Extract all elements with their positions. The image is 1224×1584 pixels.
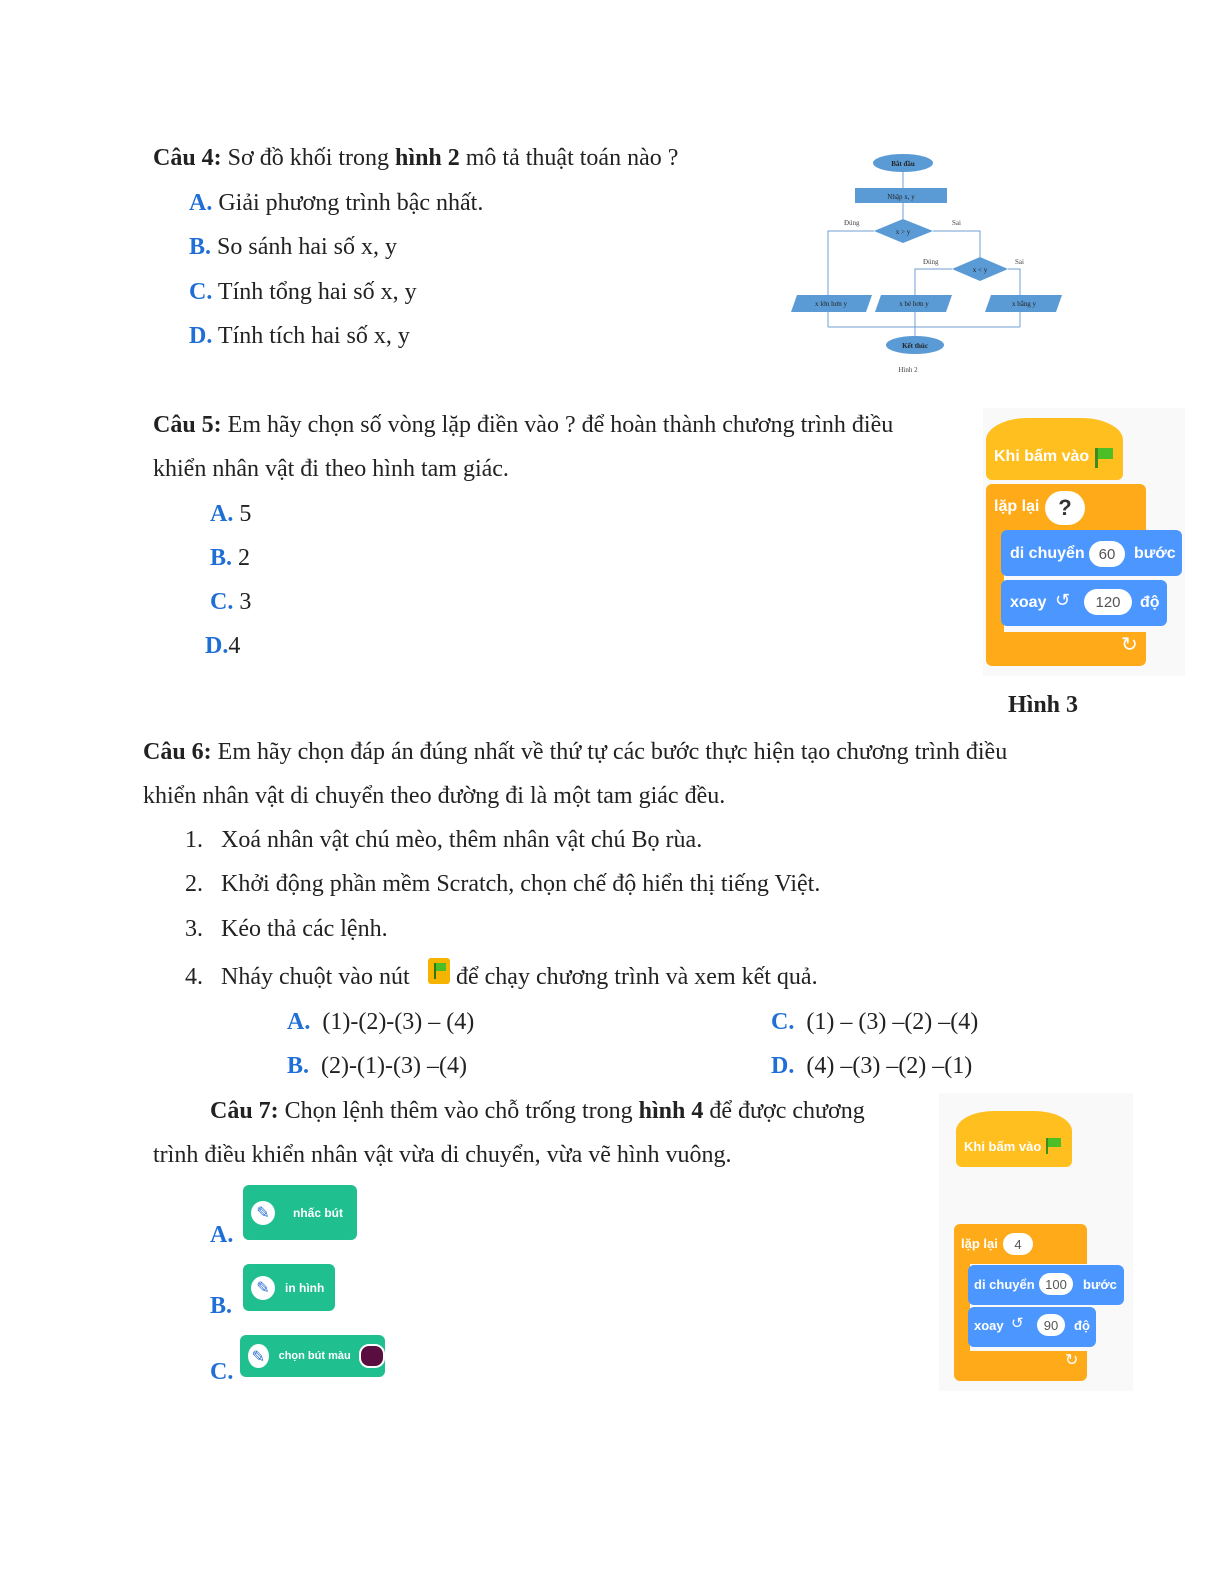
- option-text: Tính tổng hai số x, y: [217, 279, 417, 305]
- option-letter: C.: [210, 1359, 234, 1385]
- q6-line1: Em hãy chọn đáp án đúng nhất về thứ tự các bước thực hiện tạo chương trình điều: [211, 739, 1008, 765]
- q5-question-line1: [153, 410, 893, 440]
- flow-output1-label: x lớn hơn y: [814, 300, 848, 308]
- loop-arrow-icon: ↻: [1065, 1350, 1079, 1369]
- option-text: 2: [232, 545, 251, 571]
- q4-option-a[interactable]: [189, 188, 483, 218]
- q5-label: Câu 5:: [153, 412, 222, 438]
- option-text: Tính tích hai số x, y: [217, 323, 410, 349]
- q6-option-a[interactable]: [287, 1007, 474, 1037]
- move-block-label: di chuyển: [974, 1277, 1035, 1292]
- step-text-a: Nháy chuột vào nút: [221, 964, 410, 990]
- pen-icon: ✎: [251, 1201, 275, 1225]
- figure-2-caption: Hình 2: [898, 366, 918, 374]
- q4-text-bold: hình 2: [395, 145, 460, 171]
- option-letter: C.: [771, 1009, 795, 1035]
- option-letter: B.: [210, 545, 233, 571]
- q6-label: Câu 6:: [143, 739, 212, 765]
- pen-up-block-label: nhấc bút: [293, 1205, 343, 1220]
- q5-option-b[interactable]: [210, 543, 250, 573]
- step-text: Khởi động phần mềm Scratch, chọn chế độ hiển thị tiếng Việt.: [221, 871, 821, 897]
- q5-question-line2: khiển nhân vật đi theo hình tam giác.: [153, 456, 509, 482]
- q7-text-bold: hình 4: [638, 1098, 704, 1124]
- step-number: 2.: [185, 871, 203, 897]
- repeat-count-input[interactable]: ?: [1045, 491, 1085, 525]
- step-number: 4.: [185, 964, 203, 990]
- q6-step-3: [185, 914, 388, 944]
- option-letter: B.: [210, 1293, 233, 1319]
- loop-arrow-icon: ↻: [1121, 632, 1138, 656]
- repeat-block-label: lặp lại: [994, 498, 1040, 515]
- option-letter: C.: [189, 279, 213, 305]
- pen-up-block[interactable]: [243, 1185, 357, 1240]
- q6-option-c[interactable]: [771, 1007, 978, 1037]
- flow-output3-label: x bằng y: [1011, 300, 1037, 308]
- turn-degrees-input[interactable]: 120: [1084, 589, 1132, 615]
- repeat-block-label: lặp lại: [961, 1236, 998, 1251]
- q7-question-line1: [210, 1096, 865, 1126]
- step-number: 1.: [185, 827, 203, 853]
- flow-input-label: Nhập x, y: [887, 193, 915, 201]
- pen-icon: ✎: [251, 1276, 275, 1300]
- q6-question-line1: [143, 737, 1007, 767]
- flowchart-figure-2: [780, 145, 1080, 380]
- q7-option-c-letter[interactable]: [210, 1357, 233, 1387]
- flow-cond1-false: Sai: [952, 219, 961, 227]
- q7-text-b: để được chương: [703, 1098, 865, 1124]
- flow-output2-label: x bé hơn y: [899, 300, 929, 308]
- q6-step-4-rest: để chạy chương trình và xem kết quả.: [456, 964, 818, 990]
- flow-end-label: Kết thúc: [902, 342, 928, 350]
- option-letter: D.: [771, 1053, 795, 1079]
- pen-icon: ✎: [248, 1344, 269, 1368]
- q6-question-line2: khiển nhân vật di chuyển theo đường đi là một tam giác đều.: [143, 783, 726, 809]
- step-text: Kéo thả các lệnh.: [221, 916, 388, 942]
- option-text: 4: [228, 633, 241, 659]
- turn-unit-label: độ: [1140, 594, 1160, 611]
- option-letter: B.: [287, 1053, 310, 1079]
- option-letter: B.: [189, 234, 212, 260]
- move-unit-label: bước: [1134, 545, 1176, 562]
- option-letter: D.: [189, 323, 213, 349]
- q6-option-d[interactable]: [771, 1051, 972, 1081]
- option-text: Giải phương trình bậc nhất.: [218, 190, 484, 216]
- option-text: So sánh hai số x, y: [217, 234, 398, 260]
- green-flag-button-icon: [428, 958, 450, 984]
- q4-text-b: mô tả thuật toán nào ?: [459, 145, 679, 171]
- option-letter: A.: [210, 1222, 234, 1248]
- set-pen-color-block-label: chọn bút màu: [278, 1350, 351, 1362]
- option-text: (4) –(3) –(2) –(1): [806, 1053, 973, 1079]
- option-letter: C.: [210, 589, 234, 615]
- stamp-block-label: in hình: [285, 1280, 325, 1295]
- option-text: (1) – (3) –(2) –(4): [806, 1009, 979, 1035]
- flow-cond2-true: Đúng: [923, 258, 939, 266]
- option-letter: D.: [205, 633, 229, 659]
- option-letter: A.: [287, 1009, 311, 1035]
- q4-option-d[interactable]: [189, 321, 410, 351]
- option-letter: A.: [189, 190, 213, 216]
- flow-cond1-label: x > y: [895, 228, 911, 236]
- q7-question-line2: trình điều khiển nhân vật vừa di chuyển, vừa vẽ hình vuông.: [153, 1142, 732, 1168]
- option-text: 5: [233, 501, 252, 527]
- step-text: Xoá nhân vật chú mèo, thêm nhân vật chú Bọ rùa.: [221, 827, 703, 853]
- flow-start-label: Bắt đầu: [891, 160, 915, 168]
- move-block-label: di chuyển: [1010, 545, 1085, 562]
- q7-option-a-letter[interactable]: [210, 1220, 233, 1250]
- flow-cond2-false: Sai: [1015, 258, 1024, 266]
- flow-cond2-label: x < y: [972, 266, 988, 274]
- stamp-block[interactable]: [243, 1264, 335, 1311]
- green-flag-icon: [1048, 1138, 1061, 1147]
- rotate-left-icon: ↺: [1011, 1314, 1024, 1332]
- move-unit-label: bước: [1083, 1277, 1117, 1292]
- flow-cond1-true: Đúng: [844, 219, 860, 227]
- move-steps-input[interactable]: 100: [1039, 1273, 1073, 1295]
- q4-option-b[interactable]: [189, 232, 397, 262]
- move-steps-input[interactable]: 60: [1089, 541, 1125, 567]
- hat-block-label: Khi bấm vào: [964, 1139, 1042, 1154]
- turn-block-label: xoay: [1010, 594, 1047, 611]
- turn-block-label: xoay: [974, 1318, 1004, 1333]
- q6-step-2: [185, 869, 820, 899]
- q7-option-b-letter[interactable]: [210, 1291, 232, 1321]
- pen-color-swatch[interactable]: [359, 1344, 385, 1368]
- q5-option-d[interactable]: [205, 631, 240, 661]
- q4-label: Câu 4:: [153, 145, 222, 171]
- option-text: 3: [233, 589, 252, 615]
- q6-step-1: [185, 825, 702, 855]
- option-letter: A.: [210, 501, 234, 527]
- turn-unit-label: độ: [1074, 1318, 1090, 1333]
- option-text: (1)-(2)-(3) – (4): [322, 1009, 475, 1035]
- q4-question: [153, 143, 678, 173]
- figure-3-caption: Hình 3: [1008, 692, 1079, 718]
- rotate-left-icon: ↺: [1055, 590, 1071, 611]
- q5-option-c[interactable]: [210, 587, 251, 617]
- option-text: (2)-(1)-(3) –(4): [321, 1053, 467, 1079]
- green-flag-icon: [1098, 448, 1113, 459]
- step-number: 3.: [185, 916, 203, 942]
- q7-label: Câu 7:: [210, 1098, 279, 1124]
- hat-block-label: Khi bấm vào: [994, 448, 1090, 465]
- scratch-script-figure-4: [939, 1093, 1133, 1391]
- q6-option-b[interactable]: [287, 1051, 467, 1081]
- q4-option-c[interactable]: [189, 277, 417, 307]
- q5-option-a[interactable]: [210, 499, 251, 529]
- scratch-script-figure-3: [983, 408, 1185, 676]
- repeat-count-input[interactable]: 4: [1003, 1233, 1033, 1255]
- turn-degrees-input[interactable]: 90: [1037, 1314, 1065, 1336]
- q5-line1: Em hãy chọn số vòng lặp điền vào ? để hoàn thành chương trình điều: [221, 412, 894, 438]
- q6-step-4: [185, 962, 410, 992]
- q4-text-a: Sơ đồ khối trong: [221, 145, 396, 171]
- q7-text-a: Chọn lệnh thêm vào chỗ trống trong: [278, 1098, 639, 1124]
- set-pen-color-block[interactable]: [240, 1335, 385, 1377]
